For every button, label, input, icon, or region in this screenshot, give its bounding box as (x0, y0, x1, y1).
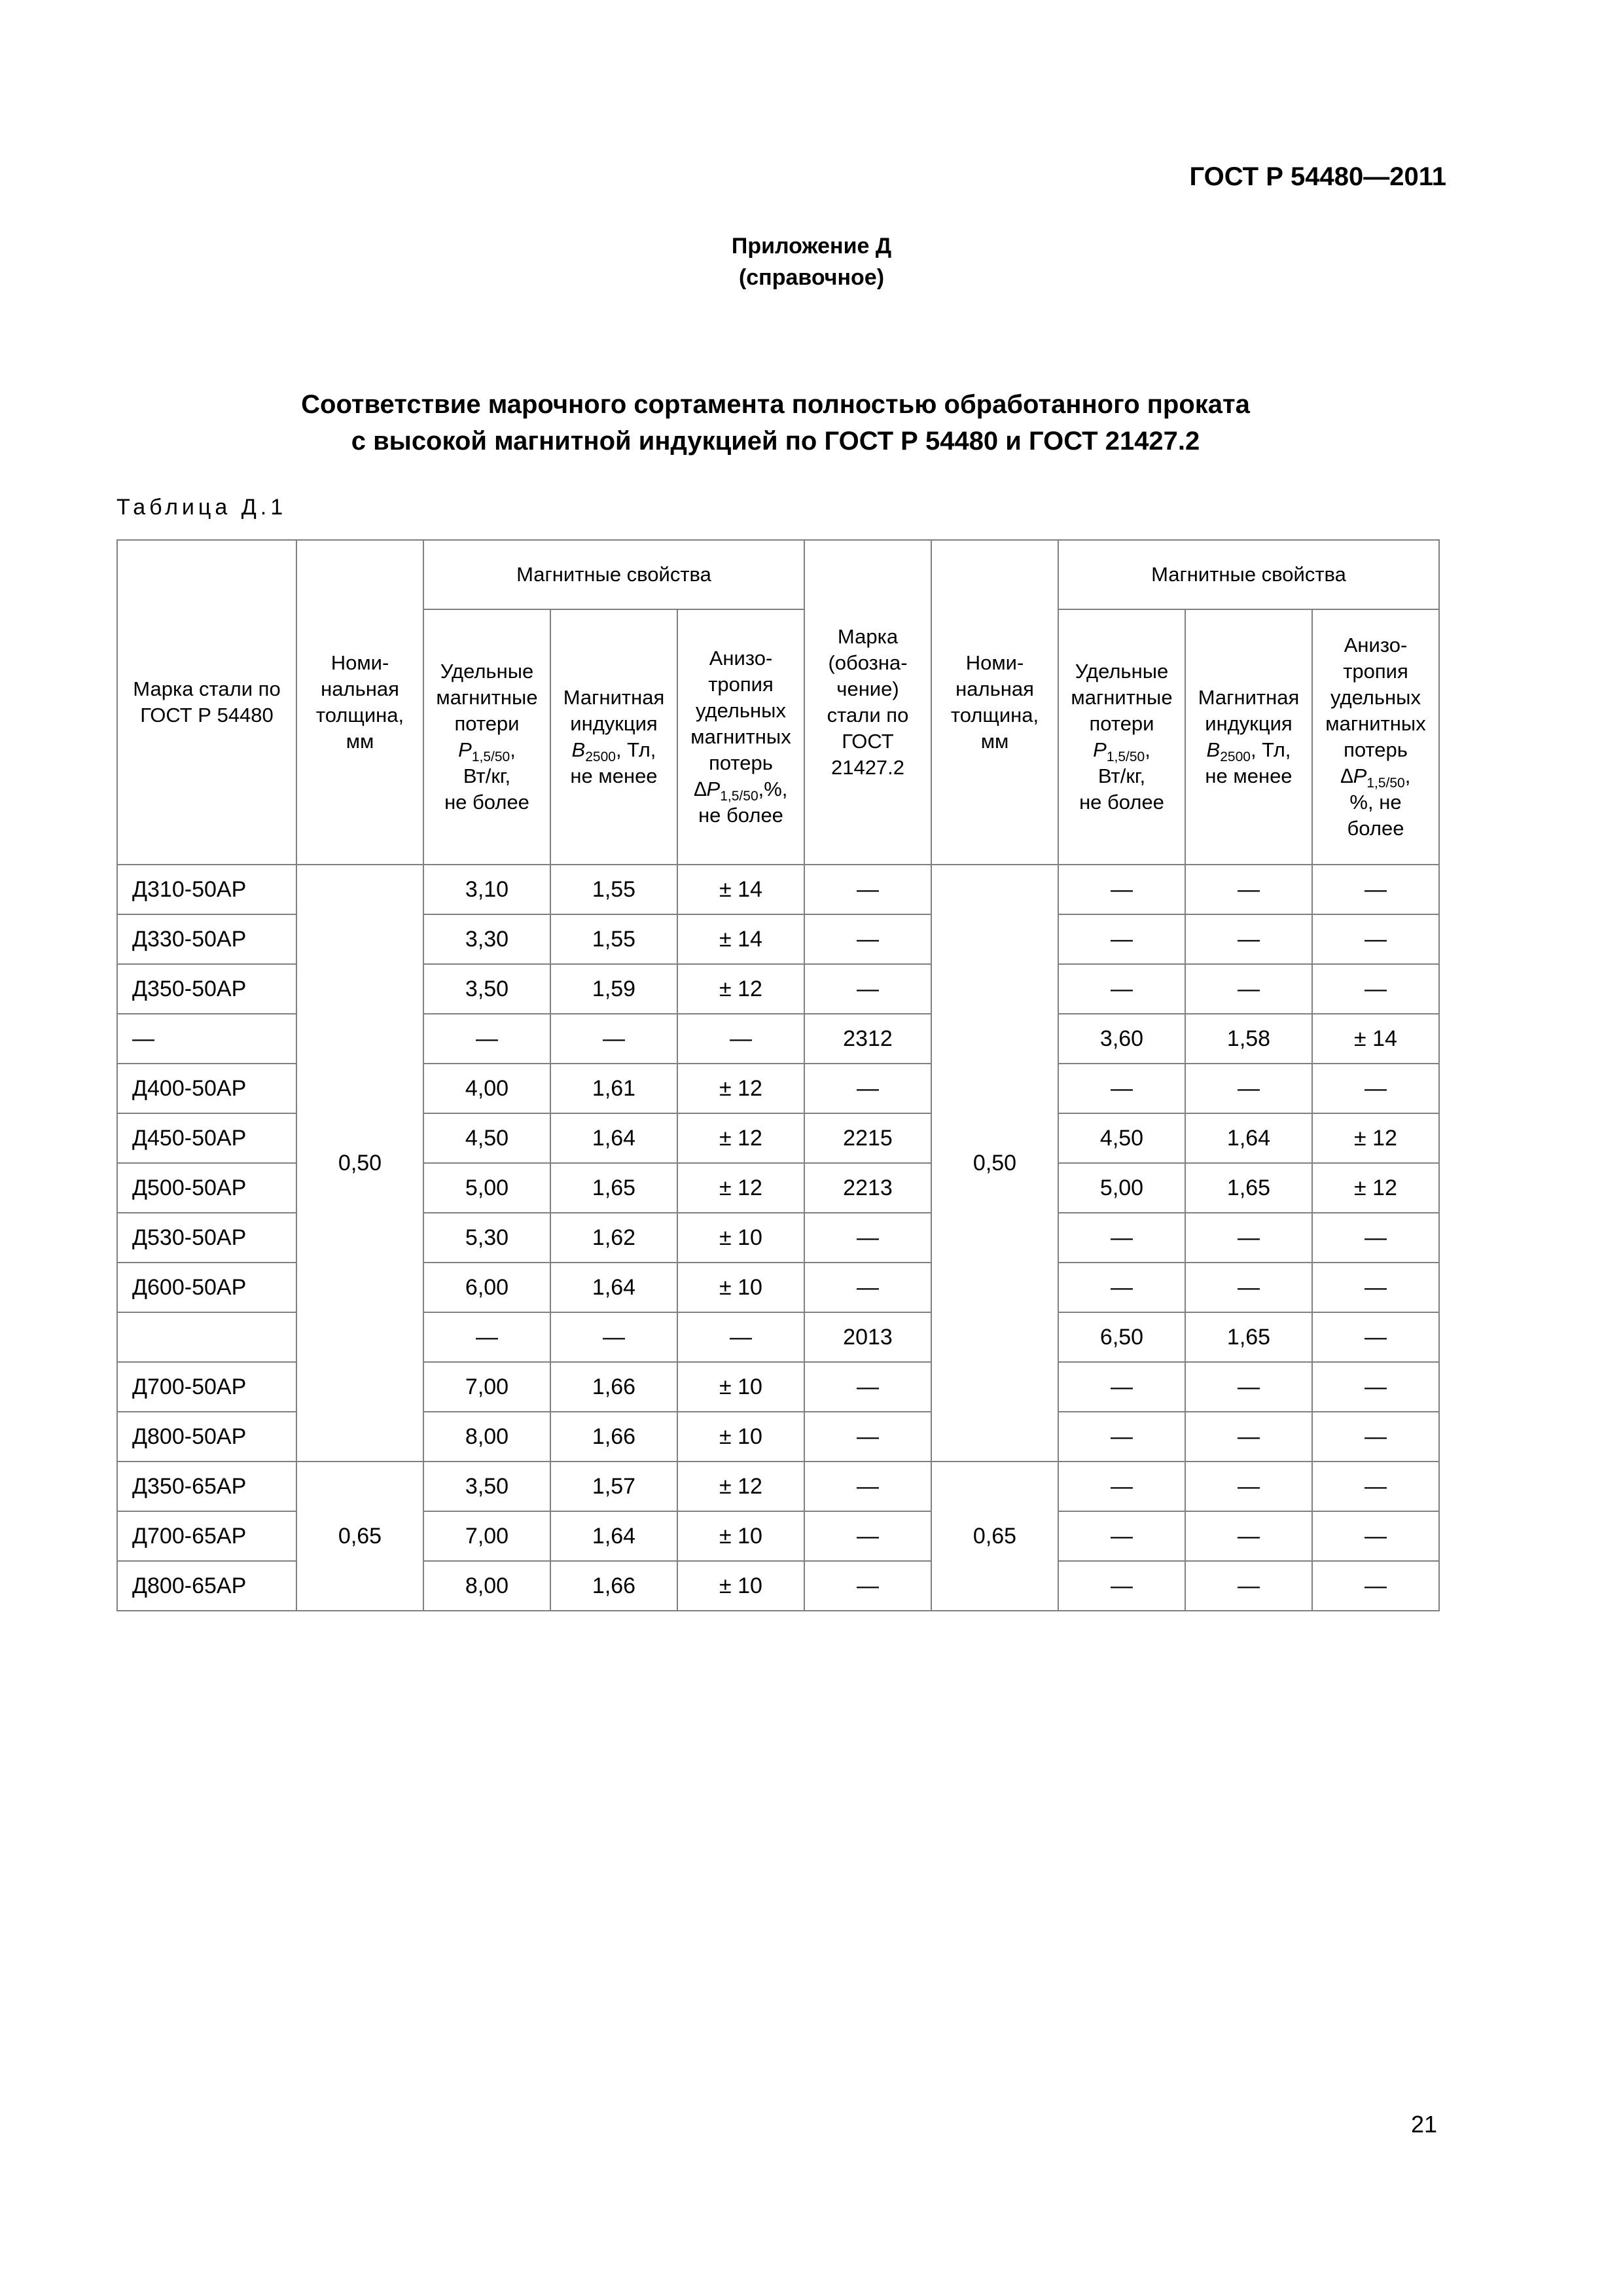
cell-anisotropy-right: — (1312, 1312, 1439, 1362)
cell-grade-r: — (117, 1014, 296, 1064)
cell-induction-right: — (1185, 1213, 1312, 1263)
cell-induction-right: — (1185, 1263, 1312, 1312)
cell-losses-left: 6,00 (423, 1263, 550, 1312)
cell-induction-right: 1,65 (1185, 1163, 1312, 1213)
cell-anisotropy-left: — (677, 1312, 804, 1362)
cell-losses-left: 8,00 (423, 1412, 550, 1462)
cell-anisotropy-left: ± 12 (677, 1462, 804, 1511)
cell-grade-gost: — (804, 1362, 931, 1412)
cell-losses-right: — (1058, 1064, 1185, 1113)
cell-anisotropy-left: ± 10 (677, 1561, 804, 1611)
cell-anisotropy-right: — (1312, 1511, 1439, 1561)
cell-induction-right: — (1185, 1362, 1312, 1412)
cell-grade-r: Д450-50АР (117, 1113, 296, 1163)
header-induction-right: Магнитная индукция $B_{2500}$, Тл, не менее (1185, 609, 1312, 865)
cell-induction-right: — (1185, 914, 1312, 964)
cell-grade-gost: 2013 (804, 1312, 931, 1362)
cell-grade-gost: — (804, 914, 931, 964)
cell-losses-right: — (1058, 1462, 1185, 1511)
cell-anisotropy-right: — (1312, 964, 1439, 1014)
cell-losses-right: 5,00 (1058, 1163, 1185, 1213)
cell-losses-left: 5,30 (423, 1213, 550, 1263)
cell-losses-right: — (1058, 914, 1185, 964)
cell-induction-right: 1,64 (1185, 1113, 1312, 1163)
cell-losses-right: — (1058, 1511, 1185, 1561)
cell-grade-r: Д600-50АР (117, 1263, 296, 1312)
header-anisotropy-right: Анизо- тропия удельных магнитных потерь $\Delta P_{1,5/50}$, %, не более (1312, 609, 1439, 865)
table-caption: Таблица Д.1 (116, 495, 287, 520)
cell-anisotropy-right: ± 14 (1312, 1014, 1439, 1064)
header-thickness-left: Номи- нальная толщина, мм (296, 540, 423, 865)
header-thickness-right: Номи- нальная толщина, мм (931, 540, 1058, 865)
cell-losses-left: 7,00 (423, 1362, 550, 1412)
cell-losses-right: 3,60 (1058, 1014, 1185, 1064)
cell-anisotropy-right: — (1312, 865, 1439, 914)
cell-anisotropy-left: ± 12 (677, 1163, 804, 1213)
cell-grade-gost: — (804, 865, 931, 914)
cell-induction-left: 1,55 (550, 914, 677, 964)
cell-grade-r: Д350-50АР (117, 964, 296, 1014)
cell-induction-left: — (550, 1312, 677, 1362)
cell-anisotropy-left: ± 10 (677, 1511, 804, 1561)
cell-grade-gost: 2312 (804, 1014, 931, 1064)
cell-induction-left: 1,64 (550, 1511, 677, 1561)
cell-induction-left: 1,66 (550, 1561, 677, 1611)
cell-grade-r: Д800-50АР (117, 1412, 296, 1462)
header-anisotropy-left: Анизо- тропия удельных магнитных потерь $\Delta P_{1,5/50},\%$, не более (677, 609, 804, 865)
cell-losses-left: — (423, 1312, 550, 1362)
cell-induction-left: 1,64 (550, 1263, 677, 1312)
cell-grade-r: Д700-65АР (117, 1511, 296, 1561)
cell-induction-left: 1,61 (550, 1064, 677, 1113)
cell-losses-left: 3,30 (423, 914, 550, 964)
cell-anisotropy-right: ± 12 (1312, 1163, 1439, 1213)
cell-anisotropy-left: ± 14 (677, 865, 804, 914)
cell-anisotropy-right: — (1312, 914, 1439, 964)
cell-losses-right: — (1058, 1362, 1185, 1412)
cell-grade-r (117, 1312, 296, 1362)
cell-induction-left: 1,59 (550, 964, 677, 1014)
cell-losses-right: — (1058, 1213, 1185, 1263)
header-grade-gost: Марка (обозна- чение) стали по ГОСТ 21427.2 (804, 540, 931, 865)
appendix-heading (0, 230, 1623, 293)
cell-induction-right: — (1185, 865, 1312, 914)
cell-anisotropy-left: ± 12 (677, 1113, 804, 1163)
cell-grade-r: Д800-65АР (117, 1561, 296, 1611)
cell-induction-left: 1,65 (550, 1163, 677, 1213)
cell-induction-left: 1,55 (550, 865, 677, 914)
appendix-title (0, 386, 1551, 459)
cell-losses-right: — (1058, 1412, 1185, 1462)
cell-grade-gost: — (804, 1511, 931, 1561)
cell-anisotropy-left: ± 10 (677, 1412, 804, 1462)
cell-losses-right: — (1058, 865, 1185, 914)
cell-induction-left: 1,66 (550, 1412, 677, 1462)
cell-induction-right: — (1185, 1511, 1312, 1561)
cell-induction-right: 1,58 (1185, 1014, 1312, 1064)
cell-grade-r: Д500-50АР (117, 1163, 296, 1213)
appendix-type: (справочное) (738, 265, 885, 290)
cell-grade-gost: 2213 (804, 1163, 931, 1213)
cell-grade-gost: — (804, 1462, 931, 1511)
cell-losses-left: 4,50 (423, 1113, 550, 1163)
cell-induction-left: 1,66 (550, 1362, 677, 1412)
cell-grade-gost: — (804, 1213, 931, 1263)
cell-anisotropy-left: ± 10 (677, 1263, 804, 1312)
cell-losses-left: 5,00 (423, 1163, 550, 1213)
cell-losses-right: 6,50 (1058, 1312, 1185, 1362)
cell-anisotropy-right: — (1312, 1462, 1439, 1511)
cell-induction-right: — (1185, 1064, 1312, 1113)
header-losses-right: Удельные магнитные потери $P_{1,5/50}$, Вт/кг, не более (1058, 609, 1185, 865)
cell-grade-gost: — (804, 1561, 931, 1611)
correspondence-table (116, 539, 1440, 1611)
cell-anisotropy-left: ± 12 (677, 1064, 804, 1113)
table-row (117, 1462, 1439, 1511)
cell-grade-gost: 2215 (804, 1113, 931, 1163)
cell-thickness-left: 0,65 (296, 1462, 423, 1611)
header-magnetic-props-right: Магнитные свойства (1058, 540, 1439, 609)
cell-losses-right: — (1058, 1263, 1185, 1312)
cell-induction-left: — (550, 1014, 677, 1064)
header-grade-r: Марка стали по ГОСТ Р 54480 (117, 540, 296, 865)
cell-grade-r: Д530-50АР (117, 1213, 296, 1263)
cell-grade-r: Д350-65АР (117, 1462, 296, 1511)
page-number: 21 (1410, 2111, 1437, 2138)
cell-anisotropy-right: — (1312, 1412, 1439, 1462)
cell-induction-right: — (1185, 964, 1312, 1014)
cell-losses-left: 3,50 (423, 1462, 550, 1511)
cell-grade-r: Д700-50АР (117, 1362, 296, 1412)
cell-losses-right: 4,50 (1058, 1113, 1185, 1163)
cell-losses-right: — (1058, 1561, 1185, 1611)
cell-induction-right: — (1185, 1462, 1312, 1511)
cell-thickness-right: 0,50 (931, 865, 1058, 1462)
cell-losses-left: 8,00 (423, 1561, 550, 1611)
cell-losses-left: — (423, 1014, 550, 1064)
cell-losses-left: 3,10 (423, 865, 550, 914)
cell-anisotropy-left: ± 12 (677, 964, 804, 1014)
cell-grade-gost: — (804, 1412, 931, 1462)
cell-grade-gost: — (804, 1064, 931, 1113)
cell-anisotropy-right: — (1312, 1561, 1439, 1611)
cell-grade-gost: — (804, 964, 931, 1014)
cell-grade-r: Д400-50АР (117, 1064, 296, 1113)
cell-induction-right: 1,65 (1185, 1312, 1312, 1362)
document-code: ГОСТ Р 54480—2011 (1189, 162, 1446, 191)
cell-losses-right: — (1058, 964, 1185, 1014)
cell-grade-r: Д310-50АР (117, 865, 296, 914)
table-row (117, 865, 1439, 914)
cell-induction-right: — (1185, 1412, 1312, 1462)
cell-anisotropy-right: — (1312, 1362, 1439, 1412)
cell-losses-left: 3,50 (423, 964, 550, 1014)
cell-anisotropy-left: ± 10 (677, 1362, 804, 1412)
cell-losses-left: 7,00 (423, 1511, 550, 1561)
cell-thickness-right: 0,65 (931, 1462, 1058, 1611)
cell-losses-left: 4,00 (423, 1064, 550, 1113)
appendix-title-line2: с высокой магнитной индукцией по ГОСТ Р 54480 и ГОСТ 21427.2 (351, 427, 1200, 456)
cell-grade-r: Д330-50АР (117, 914, 296, 964)
cell-induction-left: 1,64 (550, 1113, 677, 1163)
cell-anisotropy-right: — (1312, 1064, 1439, 1113)
appendix-label: Приложение Д (731, 234, 892, 259)
cell-anisotropy-left: — (677, 1014, 804, 1064)
cell-anisotropy-left: ± 14 (677, 914, 804, 964)
appendix-title-line1: Соответствие марочного сортамента полностью обработанного проката (301, 390, 1250, 419)
table-body (117, 865, 1439, 1611)
cell-grade-gost: — (804, 1263, 931, 1312)
header-magnetic-props-left: Магнитные свойства (423, 540, 804, 609)
cell-anisotropy-right: ± 12 (1312, 1113, 1439, 1163)
cell-anisotropy-right: — (1312, 1213, 1439, 1263)
cell-anisotropy-left: ± 10 (677, 1213, 804, 1263)
cell-induction-left: 1,57 (550, 1462, 677, 1511)
header-induction-left: Магнитная индукция $B_{2500}$, Тл, не менее (550, 609, 677, 865)
cell-anisotropy-right: — (1312, 1263, 1439, 1312)
cell-induction-left: 1,62 (550, 1213, 677, 1263)
header-losses-left: Удельные магнитные потери $P_{1,5/50}$, Вт/кг, не более (423, 609, 550, 865)
cell-induction-right: — (1185, 1561, 1312, 1611)
cell-thickness-left: 0,50 (296, 865, 423, 1462)
